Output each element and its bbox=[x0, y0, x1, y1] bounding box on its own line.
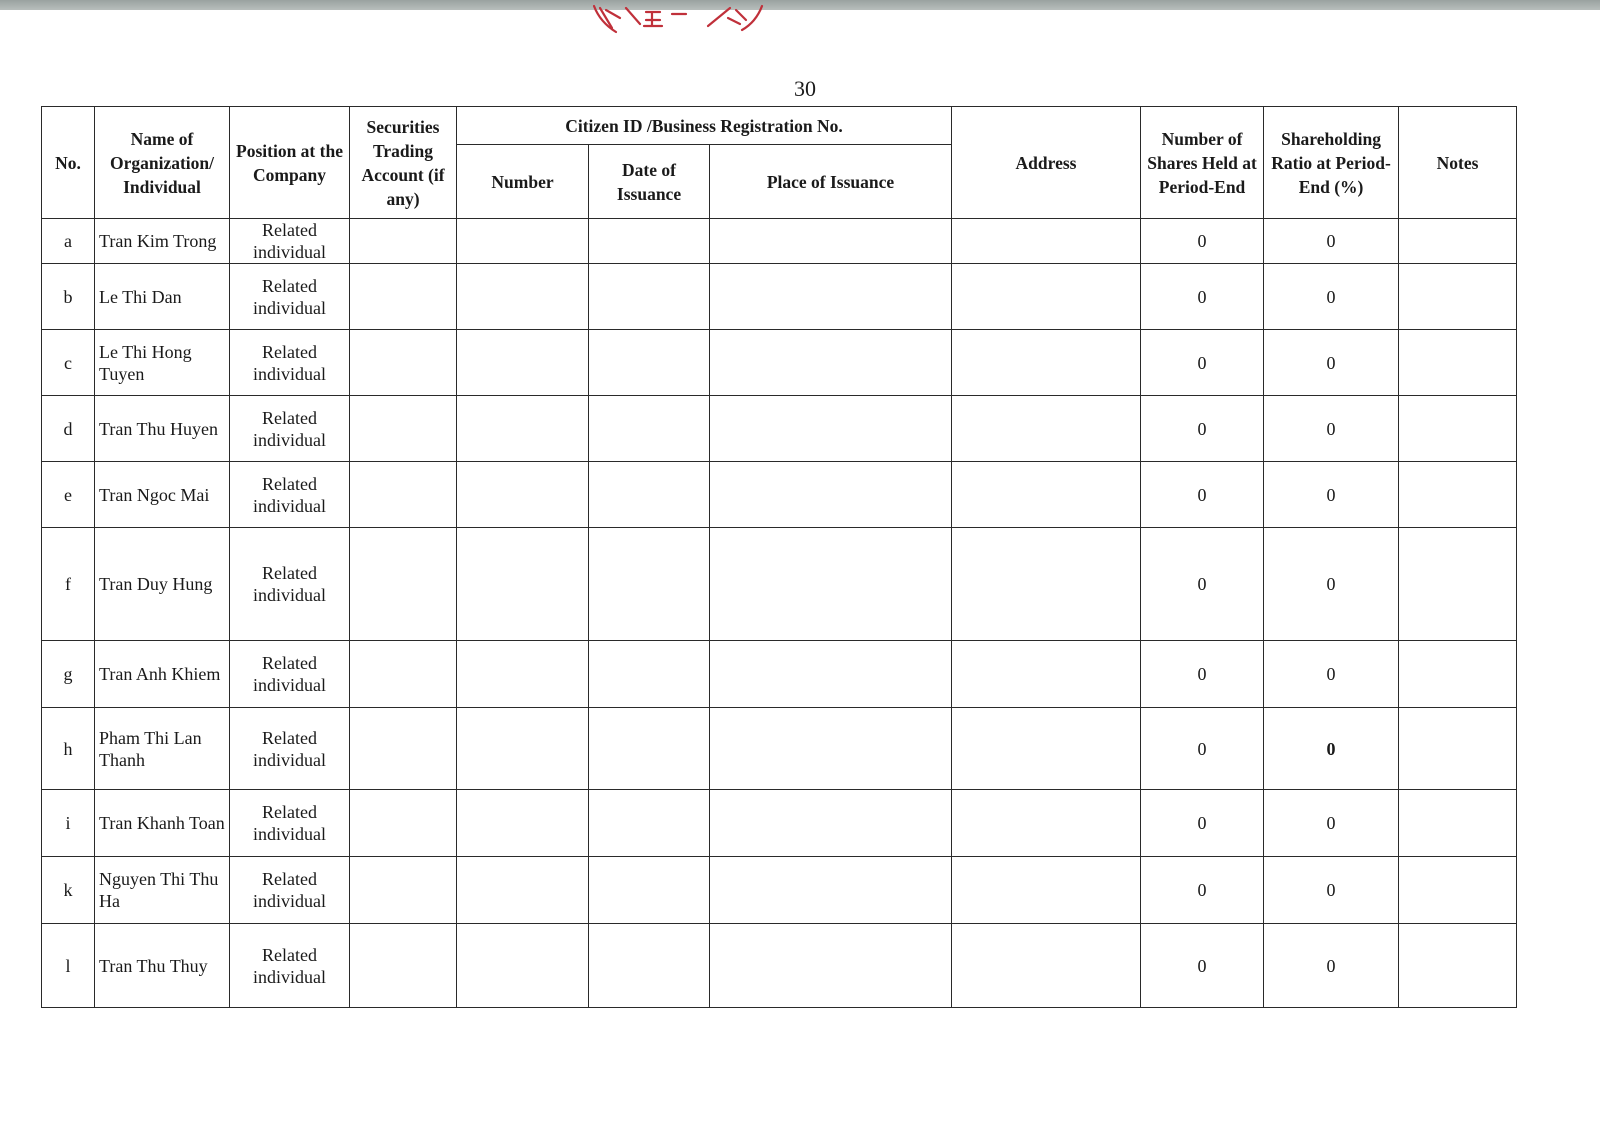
cell-name: Tran Khanh Toan bbox=[95, 790, 230, 857]
cell-securities-account bbox=[350, 264, 457, 330]
page-number: 30 bbox=[794, 76, 816, 101]
header-date-of-issuance: Date of Issuance bbox=[589, 145, 710, 219]
cell-place bbox=[710, 219, 952, 264]
cell-date bbox=[589, 330, 710, 396]
cell-ratio: 0 bbox=[1264, 219, 1399, 264]
cell-shares: 0 bbox=[1141, 264, 1264, 330]
cell-address bbox=[952, 641, 1141, 708]
cell-shares: 0 bbox=[1141, 219, 1264, 264]
table-row bbox=[42, 219, 1517, 264]
cell-notes bbox=[1399, 857, 1517, 924]
cell-no: h bbox=[42, 708, 95, 790]
cell-shares: 0 bbox=[1141, 528, 1264, 641]
cell-securities-account bbox=[350, 330, 457, 396]
cell-ratio: 0 bbox=[1264, 857, 1399, 924]
header-securities-account: Securities Trading Account (if any) bbox=[350, 107, 457, 219]
table-row bbox=[42, 330, 1517, 396]
cell-notes bbox=[1399, 708, 1517, 790]
cell-name: Tran Ngoc Mai bbox=[95, 462, 230, 528]
cell-address bbox=[952, 462, 1141, 528]
header-notes: Notes bbox=[1399, 107, 1517, 219]
cell-number bbox=[457, 857, 589, 924]
cell-address bbox=[952, 790, 1141, 857]
cell-name: Tran Duy Hung bbox=[95, 528, 230, 641]
cell-notes bbox=[1399, 924, 1517, 1008]
cell-name: Tran Kim Trong bbox=[95, 219, 230, 264]
header-shareholding-ratio: Shareholding Ratio at Period-End (%) bbox=[1264, 107, 1399, 219]
table-row bbox=[42, 641, 1517, 708]
cell-shares: 0 bbox=[1141, 708, 1264, 790]
cell-place bbox=[710, 462, 952, 528]
cell-date bbox=[589, 396, 710, 462]
cell-securities-account bbox=[350, 857, 457, 924]
header-place-of-issuance: Place of Issuance bbox=[710, 145, 952, 219]
cell-securities-account bbox=[350, 641, 457, 708]
cell-number bbox=[457, 330, 589, 396]
cell-securities-account bbox=[350, 924, 457, 1008]
cell-address bbox=[952, 924, 1141, 1008]
cell-number bbox=[457, 790, 589, 857]
cell-name: Tran Anh Khiem bbox=[95, 641, 230, 708]
cell-date bbox=[589, 264, 710, 330]
cell-notes bbox=[1399, 641, 1517, 708]
cell-date bbox=[589, 924, 710, 1008]
cell-shares: 0 bbox=[1141, 641, 1264, 708]
cell-notes bbox=[1399, 528, 1517, 641]
cell-address bbox=[952, 396, 1141, 462]
cell-no: c bbox=[42, 330, 95, 396]
cell-securities-account bbox=[350, 790, 457, 857]
cell-position: Related individual bbox=[230, 219, 350, 264]
cell-date bbox=[589, 528, 710, 641]
header-number: Number bbox=[457, 145, 589, 219]
cell-place bbox=[710, 330, 952, 396]
table-row bbox=[42, 708, 1517, 790]
cell-date bbox=[589, 857, 710, 924]
cell-date bbox=[589, 219, 710, 264]
cell-no: e bbox=[42, 462, 95, 528]
cell-shares: 0 bbox=[1141, 396, 1264, 462]
header-citizen-id-group: Citizen ID /Business Registration No. bbox=[457, 107, 952, 145]
cell-number bbox=[457, 264, 589, 330]
cell-date bbox=[589, 641, 710, 708]
cell-place bbox=[710, 790, 952, 857]
cell-position: Related individual bbox=[230, 924, 350, 1008]
cell-shares: 0 bbox=[1141, 924, 1264, 1008]
cell-address bbox=[952, 219, 1141, 264]
cell-number bbox=[457, 396, 589, 462]
cell-address bbox=[952, 330, 1141, 396]
cell-shares: 0 bbox=[1141, 330, 1264, 396]
cell-address bbox=[952, 264, 1141, 330]
cell-securities-account bbox=[350, 708, 457, 790]
cell-number bbox=[457, 528, 589, 641]
cell-ratio: 0 bbox=[1264, 462, 1399, 528]
table-row bbox=[42, 924, 1517, 1008]
cell-place bbox=[710, 857, 952, 924]
cell-no: k bbox=[42, 857, 95, 924]
header-no: No. bbox=[42, 107, 95, 219]
cell-name: Tran Thu Huyen bbox=[95, 396, 230, 462]
cell-ratio: 0 bbox=[1264, 924, 1399, 1008]
table-row bbox=[42, 857, 1517, 924]
header-name: Name of Organization/ Individual bbox=[95, 107, 230, 219]
cell-place bbox=[710, 396, 952, 462]
cell-place bbox=[710, 528, 952, 641]
cell-position: Related individual bbox=[230, 857, 350, 924]
cell-no: g bbox=[42, 641, 95, 708]
cell-number bbox=[457, 219, 589, 264]
cell-name: Le Thi Hong Tuyen bbox=[95, 330, 230, 396]
cell-position: Related individual bbox=[230, 330, 350, 396]
cell-position: Related individual bbox=[230, 264, 350, 330]
cell-name: Le Thi Dan bbox=[95, 264, 230, 330]
header-shares-held: Number of Shares Held at Period-End bbox=[1141, 107, 1264, 219]
cell-place bbox=[710, 924, 952, 1008]
cell-notes bbox=[1399, 462, 1517, 528]
cell-ratio: 0 bbox=[1264, 264, 1399, 330]
table-row bbox=[42, 528, 1517, 641]
cell-place bbox=[710, 641, 952, 708]
cell-position: Related individual bbox=[230, 396, 350, 462]
cell-shares: 0 bbox=[1141, 790, 1264, 857]
cell-securities-account bbox=[350, 528, 457, 641]
cell-address bbox=[952, 528, 1141, 641]
cell-shares: 0 bbox=[1141, 857, 1264, 924]
cell-no: b bbox=[42, 264, 95, 330]
cell-ratio: 0 bbox=[1264, 641, 1399, 708]
cell-notes bbox=[1399, 264, 1517, 330]
cell-notes bbox=[1399, 219, 1517, 264]
cell-ratio: 0 bbox=[1264, 330, 1399, 396]
cell-no: f bbox=[42, 528, 95, 641]
cell-place bbox=[710, 708, 952, 790]
table-row bbox=[42, 264, 1517, 330]
cell-notes bbox=[1399, 330, 1517, 396]
header-position: Position at the Company bbox=[230, 107, 350, 219]
cell-ratio: 0 bbox=[1264, 708, 1399, 790]
cell-address bbox=[952, 708, 1141, 790]
cell-date bbox=[589, 462, 710, 528]
related-persons-table bbox=[41, 106, 1517, 1008]
cell-position: Related individual bbox=[230, 528, 350, 641]
cell-ratio: 0 bbox=[1264, 396, 1399, 462]
cell-securities-account bbox=[350, 396, 457, 462]
cell-date bbox=[589, 708, 710, 790]
cell-name: Tran Thu Thuy bbox=[95, 924, 230, 1008]
stamp-fragment-icon bbox=[590, 4, 770, 36]
cell-date bbox=[589, 790, 710, 857]
cell-securities-account bbox=[350, 462, 457, 528]
cell-notes bbox=[1399, 396, 1517, 462]
cell-ratio: 0 bbox=[1264, 528, 1399, 641]
cell-number bbox=[457, 924, 589, 1008]
cell-position: Related individual bbox=[230, 462, 350, 528]
scan-top-edge bbox=[0, 0, 1600, 10]
cell-securities-account bbox=[350, 219, 457, 264]
cell-ratio: 0 bbox=[1264, 790, 1399, 857]
table-row bbox=[42, 790, 1517, 857]
cell-notes bbox=[1399, 790, 1517, 857]
cell-position: Related individual bbox=[230, 641, 350, 708]
cell-number bbox=[457, 641, 589, 708]
table-row bbox=[42, 396, 1517, 462]
cell-number bbox=[457, 708, 589, 790]
cell-shares: 0 bbox=[1141, 462, 1264, 528]
cell-no: a bbox=[42, 219, 95, 264]
table-row bbox=[42, 462, 1517, 528]
cell-position: Related individual bbox=[230, 708, 350, 790]
cell-no: d bbox=[42, 396, 95, 462]
cell-place bbox=[710, 264, 952, 330]
cell-no: i bbox=[42, 790, 95, 857]
cell-position: Related individual bbox=[230, 790, 350, 857]
cell-number bbox=[457, 462, 589, 528]
cell-name: Nguyen Thi Thu Ha bbox=[95, 857, 230, 924]
cell-no: l bbox=[42, 924, 95, 1008]
cell-address bbox=[952, 857, 1141, 924]
header-address: Address bbox=[952, 107, 1141, 219]
cell-name: Pham Thi Lan Thanh bbox=[95, 708, 230, 790]
